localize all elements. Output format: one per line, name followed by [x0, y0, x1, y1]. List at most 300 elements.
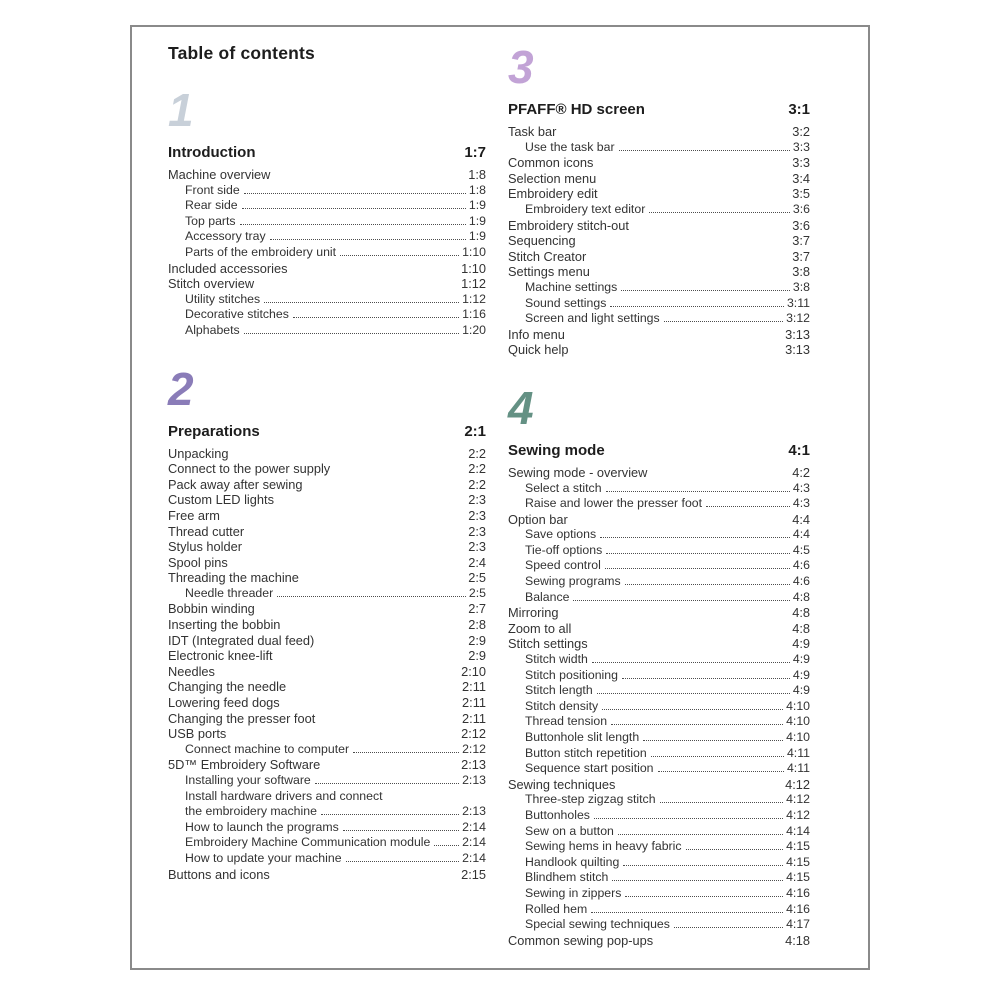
chapter-number: 1: [168, 84, 194, 136]
toc-item-page: 3:6: [792, 217, 810, 233]
toc-item-label: How to update your machine: [185, 850, 342, 865]
toc-item-label: Rolled hem: [525, 901, 588, 916]
toc-item-page: 2:11: [462, 695, 486, 711]
toc-item: [168, 323, 486, 339]
toc-item-page: 4:3: [792, 496, 810, 511]
toc-item-label: Inserting the bobbin: [168, 617, 281, 633]
toc-item: [168, 773, 486, 789]
toc-item-label: Parts of the embroidery unit: [185, 244, 337, 259]
toc-item-label: Special sewing techniques: [525, 917, 670, 932]
toc-item-label: Stitch density: [525, 698, 599, 713]
leader-dots: [240, 224, 466, 225]
toc-sections-left: [168, 86, 486, 882]
toc-item-page: 4:10: [786, 698, 810, 713]
toc-item-label: Needles: [168, 663, 215, 679]
toc-item: [508, 761, 810, 777]
leader-dots: [315, 783, 459, 784]
toc-item-page: 3:7: [792, 248, 810, 264]
toc-item-label: Sewing techniques: [508, 776, 616, 792]
section-heading: [168, 143, 486, 163]
toc-item-page: 4:9: [792, 652, 810, 667]
toc-item-label: Common sewing pop-ups: [508, 932, 654, 948]
leader-dots: [625, 896, 783, 897]
toc-item-page: 3:2: [792, 124, 810, 139]
toc-item-label: Installing your software: [185, 773, 311, 787]
toc-item-page: 3:3: [792, 139, 810, 154]
toc-item: [508, 824, 810, 840]
toc-item: [508, 558, 810, 574]
toc-item-label: Common icons: [508, 155, 594, 171]
toc-item-page: 4:10: [786, 730, 810, 744]
toc-item-page: 2:3: [468, 492, 486, 508]
leader-dots: [293, 317, 459, 318]
toc-item-page: 1:20: [462, 322, 486, 337]
toc-item-label: Bobbin winding: [168, 601, 255, 617]
toc-item: [508, 652, 810, 668]
toc-item: [508, 917, 810, 933]
toc-section-introduction: [168, 86, 486, 339]
leader-dots: [244, 333, 459, 334]
toc-item: [508, 465, 810, 481]
toc-item-label: Embroidery text editor: [525, 201, 646, 216]
chapter-number: 4: [508, 381, 534, 434]
toc-item-page: 2:14: [462, 819, 486, 834]
toc-item: [508, 590, 810, 606]
toc-item: [168, 167, 486, 183]
page-title: Table of contents: [168, 43, 315, 63]
toc-item-page: 4:5: [792, 542, 810, 557]
section-heading: [508, 100, 810, 120]
toc-item: [168, 679, 486, 695]
toc-item: [508, 342, 810, 358]
leader-dots: [618, 834, 783, 835]
toc-item-page: 3:7: [792, 233, 810, 249]
toc-item-label: Stitch Creator: [508, 248, 587, 264]
toc-item: [168, 292, 486, 308]
toc-item: [508, 186, 810, 202]
section-title: Introduction: [168, 144, 256, 161]
toc-item: [508, 155, 810, 171]
toc-item-label: Mirroring: [508, 605, 559, 621]
toc-item-label: Sequence start position: [525, 761, 654, 776]
toc-item: [168, 214, 486, 230]
leader-dots: [625, 584, 790, 585]
toc-item-page: 1:8: [468, 167, 486, 182]
leader-dots: [643, 740, 783, 741]
toc-item: [168, 524, 486, 540]
toc-item-page: 1:12: [461, 276, 486, 292]
toc-item-label: Handlook quilting: [525, 854, 620, 869]
toc-item-label: Sewing in zippers: [525, 885, 622, 900]
leader-dots: [244, 193, 466, 194]
toc-item: [508, 512, 810, 528]
toc-item: [168, 617, 486, 633]
toc-item-page: 4:4: [792, 527, 810, 542]
toc-item: [168, 633, 486, 649]
toc-item-label: Stitch length: [525, 683, 593, 698]
toc-item: [168, 539, 486, 555]
toc-item-label: Custom LED lights: [168, 492, 274, 508]
toc-item-page: 4:2: [792, 464, 810, 480]
toc-item-label: Speed control: [525, 558, 601, 573]
leader-dots: [706, 506, 790, 507]
toc-item: [508, 233, 810, 249]
toc-item-label: Threading the machine: [168, 570, 299, 586]
toc-item-label: Thread cutter: [168, 523, 245, 539]
leader-dots: [321, 814, 459, 815]
toc-item-label: Use the task bar: [525, 139, 615, 154]
leader-dots: [591, 912, 783, 913]
toc-item-page: 2:15: [461, 866, 486, 882]
toc-item-page: 2:3: [468, 539, 486, 555]
toc-item-label: Front side: [185, 182, 240, 197]
section-heading: [168, 422, 486, 442]
leader-dots: [612, 880, 783, 881]
toc-item-page: 2:13: [462, 773, 486, 787]
toc-item: [508, 296, 810, 312]
toc-item-label: Screen and light settings: [525, 311, 660, 326]
toc-item-page: 3:13: [785, 326, 810, 342]
toc-item: [508, 280, 810, 296]
leader-dots: [660, 802, 784, 803]
toc-item-label: Unpacking: [168, 445, 229, 461]
toc-item-page: 4:16: [786, 885, 810, 900]
toc-item-label: Zoom to all: [508, 620, 572, 636]
toc-item-label: Alphabets: [185, 322, 240, 337]
toc-item-label: Sewing mode - overview: [508, 464, 648, 480]
toc-item-label: Machine overview: [168, 167, 271, 182]
toc-item-label: Blindhem stitch: [525, 870, 609, 885]
toc-item: [168, 711, 486, 727]
toc-item-page: 2:2: [468, 461, 486, 477]
toc-item-label: Lowering feed dogs: [168, 695, 280, 711]
leader-dots: [664, 321, 783, 322]
section-page-number: 4:1: [788, 441, 810, 459]
toc-item-page: 4:9: [792, 667, 810, 682]
toc-item-label: Free arm: [168, 507, 220, 523]
toc-item: [508, 543, 810, 559]
toc-item: [508, 714, 810, 730]
chapter-number: 3: [508, 41, 534, 93]
toc-item: [168, 229, 486, 245]
toc-item-page: 3:8: [792, 264, 810, 280]
toc-item-label: Install hardware drivers and connect: [185, 788, 383, 803]
toc-item-page: 2:14: [462, 835, 486, 850]
toc-item-page: 4:15: [786, 839, 810, 854]
toc-item-page: 3:5: [792, 186, 810, 202]
toc-item-label: Raise and lower the presser foot: [525, 496, 703, 511]
left-column: [168, 43, 486, 948]
toc-item: [168, 276, 486, 292]
leader-dots: [622, 678, 790, 679]
toc-item: [508, 730, 810, 746]
toc-item-page: 2:13: [462, 804, 486, 819]
toc-item: [168, 601, 486, 617]
leader-dots: [573, 600, 789, 601]
toc-item-label: Changing the presser foot: [168, 710, 316, 726]
section-page-number: 2:1: [464, 422, 486, 440]
leader-dots: [651, 756, 784, 757]
toc-item-label: Sew on a button: [525, 823, 614, 838]
toc-item: [508, 171, 810, 187]
toc-item-page: 1:9: [468, 198, 486, 213]
toc-item-page: 1:9: [468, 213, 486, 228]
toc-item: [168, 757, 486, 773]
toc-item-label: Stitch width: [525, 652, 588, 667]
leader-dots: [277, 596, 466, 597]
toc-item-page: 2:12: [462, 741, 486, 756]
leader-dots: [597, 693, 790, 694]
leader-dots: [602, 709, 783, 710]
leader-dots: [343, 830, 459, 831]
toc-item-page: 2:3: [468, 523, 486, 539]
toc-content: [132, 27, 868, 948]
toc-item-page: 4:8: [792, 589, 810, 604]
toc-item-label: Thread tension: [525, 714, 608, 729]
toc-item-page: 4:18: [785, 932, 810, 948]
toc-item-page: 4:6: [792, 558, 810, 573]
leader-dots: [434, 845, 459, 846]
toc-item-label: 5D™ Embroidery Software: [168, 757, 321, 773]
toc-item-label: USB ports: [168, 726, 227, 742]
section-title: Preparations: [168, 422, 260, 440]
toc-item: [508, 327, 810, 343]
leader-dots: [270, 239, 466, 240]
toc-item-page: 2:13: [461, 757, 486, 773]
toc-item-page: 3:4: [792, 170, 810, 186]
leader-dots: [242, 208, 466, 209]
toc-item-page: 4:14: [786, 823, 810, 838]
toc-item: [168, 804, 486, 820]
toc-item-label: Decorative stitches: [185, 307, 289, 322]
leader-dots: [623, 865, 783, 866]
toc-item: [168, 835, 486, 851]
toc-item-label: Settings menu: [508, 264, 590, 280]
toc-item-page: 1:12: [462, 291, 486, 306]
toc-item-label: Three-step zigzag stitch: [525, 792, 656, 807]
toc-item-page: 2:5: [468, 570, 486, 586]
toc-item-page: 4:8: [792, 620, 810, 636]
toc-item-label: Accessory tray: [185, 229, 266, 244]
toc-item-label: Changing the needle: [168, 679, 287, 695]
toc-item-page: 3:3: [792, 155, 810, 171]
leader-dots: [264, 302, 459, 303]
toc-item: [508, 496, 810, 512]
toc-item-label: Included accessories: [168, 260, 288, 276]
toc-item-label: Machine settings: [525, 279, 618, 294]
toc-item: [508, 855, 810, 871]
toc-item-page: 1:10: [462, 244, 486, 259]
toc-item: [168, 726, 486, 742]
toc-item-page: 4:6: [792, 574, 810, 589]
toc-item-label: Needle threader: [185, 585, 274, 600]
toc-item-page: 2:8: [468, 617, 486, 633]
section-title: Sewing mode: [508, 441, 605, 459]
leader-dots: [605, 568, 790, 569]
leader-dots: [658, 771, 784, 772]
toc-item: [168, 307, 486, 323]
toc-item: [508, 574, 810, 590]
toc-item-label: Buttonholes: [525, 807, 590, 822]
toc-section-preparations: [168, 362, 486, 883]
section-page-number: 3:1: [788, 101, 810, 118]
toc-item: [508, 792, 810, 808]
toc-item-label: Quick help: [508, 342, 569, 358]
toc-sections-right: [508, 43, 810, 948]
toc-item-label: Connect to the power supply: [168, 461, 331, 477]
toc-item-label: Buttonhole slit length: [525, 730, 640, 744]
toc-item-label: the embroidery machine: [185, 804, 317, 819]
toc-item-label: Button stitch repetition: [525, 745, 647, 760]
toc-item: [508, 839, 810, 855]
toc-item-page: 2:10: [461, 663, 486, 679]
toc-item-page: 2:5: [468, 585, 486, 600]
toc-item-label: Sewing programs: [525, 574, 621, 589]
toc-item-page: 3:13: [785, 342, 810, 358]
toc-item-label: Embroidery edit: [508, 186, 598, 202]
toc-item-label: Balance: [525, 589, 570, 604]
toc-item-page: 2:11: [462, 679, 486, 695]
toc-item-page: 2:9: [468, 648, 486, 664]
leader-dots: [621, 290, 790, 291]
toc-item: [168, 742, 486, 758]
toc-item-page: 2:12: [461, 726, 486, 742]
toc-item-label: Embroidery Machine Communication module: [185, 835, 431, 850]
toc-item: [508, 902, 810, 918]
toc-item: [168, 867, 486, 883]
toc-item-page: 3:12: [786, 311, 810, 326]
toc-item-label: Select a stitch: [525, 480, 602, 495]
toc-section-sewing-mode: [508, 381, 810, 948]
toc-item: [508, 668, 810, 684]
toc-item-page: 4:12: [786, 792, 810, 807]
toc-item-page: 4:16: [786, 901, 810, 916]
toc-item-label: Sequencing: [508, 233, 576, 249]
toc-item-label: Connect machine to computer: [185, 741, 350, 756]
toc-item: [508, 870, 810, 886]
leader-dots: [686, 849, 784, 850]
toc-item-page: 1:16: [462, 307, 486, 322]
toc-item: [168, 695, 486, 711]
leader-dots: [592, 662, 790, 663]
section-heading: [508, 441, 810, 461]
toc-item: [168, 198, 486, 214]
toc-item: [168, 492, 486, 508]
toc-item-page: 2:2: [468, 476, 486, 492]
leader-dots: [346, 861, 460, 862]
toc-item-page: 3:8: [792, 279, 810, 294]
toc-item-label: Buttons and icons: [168, 866, 270, 882]
toc-item: [168, 586, 486, 602]
toc-item-label: Top parts: [185, 213, 236, 228]
toc-item: [168, 261, 486, 277]
toc-item-label: Stitch overview: [168, 276, 255, 292]
toc-item: [508, 124, 810, 140]
toc-item-label: Task bar: [508, 124, 557, 139]
toc-item: [508, 527, 810, 543]
toc-item-page: 4:9: [792, 683, 810, 698]
toc-item: [508, 777, 810, 793]
toc-item: [168, 570, 486, 586]
leader-dots: [353, 752, 459, 753]
toc-item: [168, 245, 486, 261]
toc-item-label: Rear side: [185, 198, 238, 213]
toc-item-label: Sewing hems in heavy fabric: [525, 839, 682, 854]
toc-item-page: 4:9: [792, 636, 810, 652]
toc-item: [168, 508, 486, 524]
toc-item-page: 4:15: [786, 854, 810, 869]
toc-item: [168, 789, 486, 805]
toc-item-label: Electronic knee-lift: [168, 648, 273, 664]
toc-item-label: Stylus holder: [168, 539, 242, 555]
toc-item-page: 4:11: [786, 745, 810, 760]
toc-item: [508, 605, 810, 621]
toc-item-page: 1:9: [468, 229, 486, 244]
toc-item-page: 2:3: [468, 507, 486, 523]
toc-item-label: How to launch the programs: [185, 819, 339, 834]
toc-item-page: 3:6: [792, 201, 810, 216]
toc-item-page: 4:11: [786, 761, 810, 776]
leader-dots: [611, 724, 783, 725]
leader-dots: [674, 927, 783, 928]
leader-dots: [340, 255, 459, 256]
leader-dots: [649, 212, 790, 213]
toc-item: [508, 683, 810, 699]
toc-item-label: Spool pins: [168, 554, 228, 570]
toc-item: [168, 648, 486, 664]
section-title: PFAFF® HD screen: [508, 101, 645, 118]
section-page-number: 1:7: [464, 144, 486, 161]
toc-item-page: 2:9: [468, 632, 486, 648]
toc-item-label: Tie-off options: [525, 542, 603, 557]
toc-item-label: Pack away after sewing: [168, 476, 303, 492]
toc-item: [508, 636, 810, 652]
toc-item-label: Sound settings: [525, 295, 607, 310]
toc-item: [508, 621, 810, 637]
toc-item-page: 3:11: [786, 295, 810, 310]
toc-item-page: 4:4: [792, 511, 810, 527]
leader-dots: [594, 818, 783, 819]
page-border: [130, 25, 870, 970]
toc-item-page: 4:17: [786, 917, 810, 932]
toc-item-label: Embroidery stitch-out: [508, 217, 629, 233]
toc-item-page: 4:3: [792, 480, 810, 495]
toc-item-page: 4:15: [786, 870, 810, 885]
toc-item-page: 4:10: [786, 714, 810, 729]
toc-item-page: 4:12: [785, 776, 810, 792]
toc-item-label: IDT (Integrated dual feed): [168, 632, 315, 648]
toc-item: [168, 446, 486, 462]
toc-item: [508, 933, 810, 949]
toc-item: [168, 555, 486, 571]
toc-item: [508, 249, 810, 265]
toc-item: [168, 461, 486, 477]
toc-item: [508, 481, 810, 497]
toc-item-label: Info menu: [508, 326, 565, 342]
toc-item-page: 1:8: [468, 182, 486, 197]
toc-item-label: Selection menu: [508, 170, 597, 186]
toc-item-page: 2:2: [468, 445, 486, 461]
toc-item: [168, 477, 486, 493]
toc-item-page: 4:12: [786, 807, 810, 822]
toc-item-page: 2:4: [468, 554, 486, 570]
toc-item: [508, 202, 810, 218]
toc-item-page: 1:10: [461, 260, 486, 276]
toc-item-label: Stitch settings: [508, 636, 588, 652]
toc-item-page: 2:11: [462, 710, 486, 726]
toc-item: [508, 264, 810, 280]
leader-dots: [610, 306, 784, 307]
